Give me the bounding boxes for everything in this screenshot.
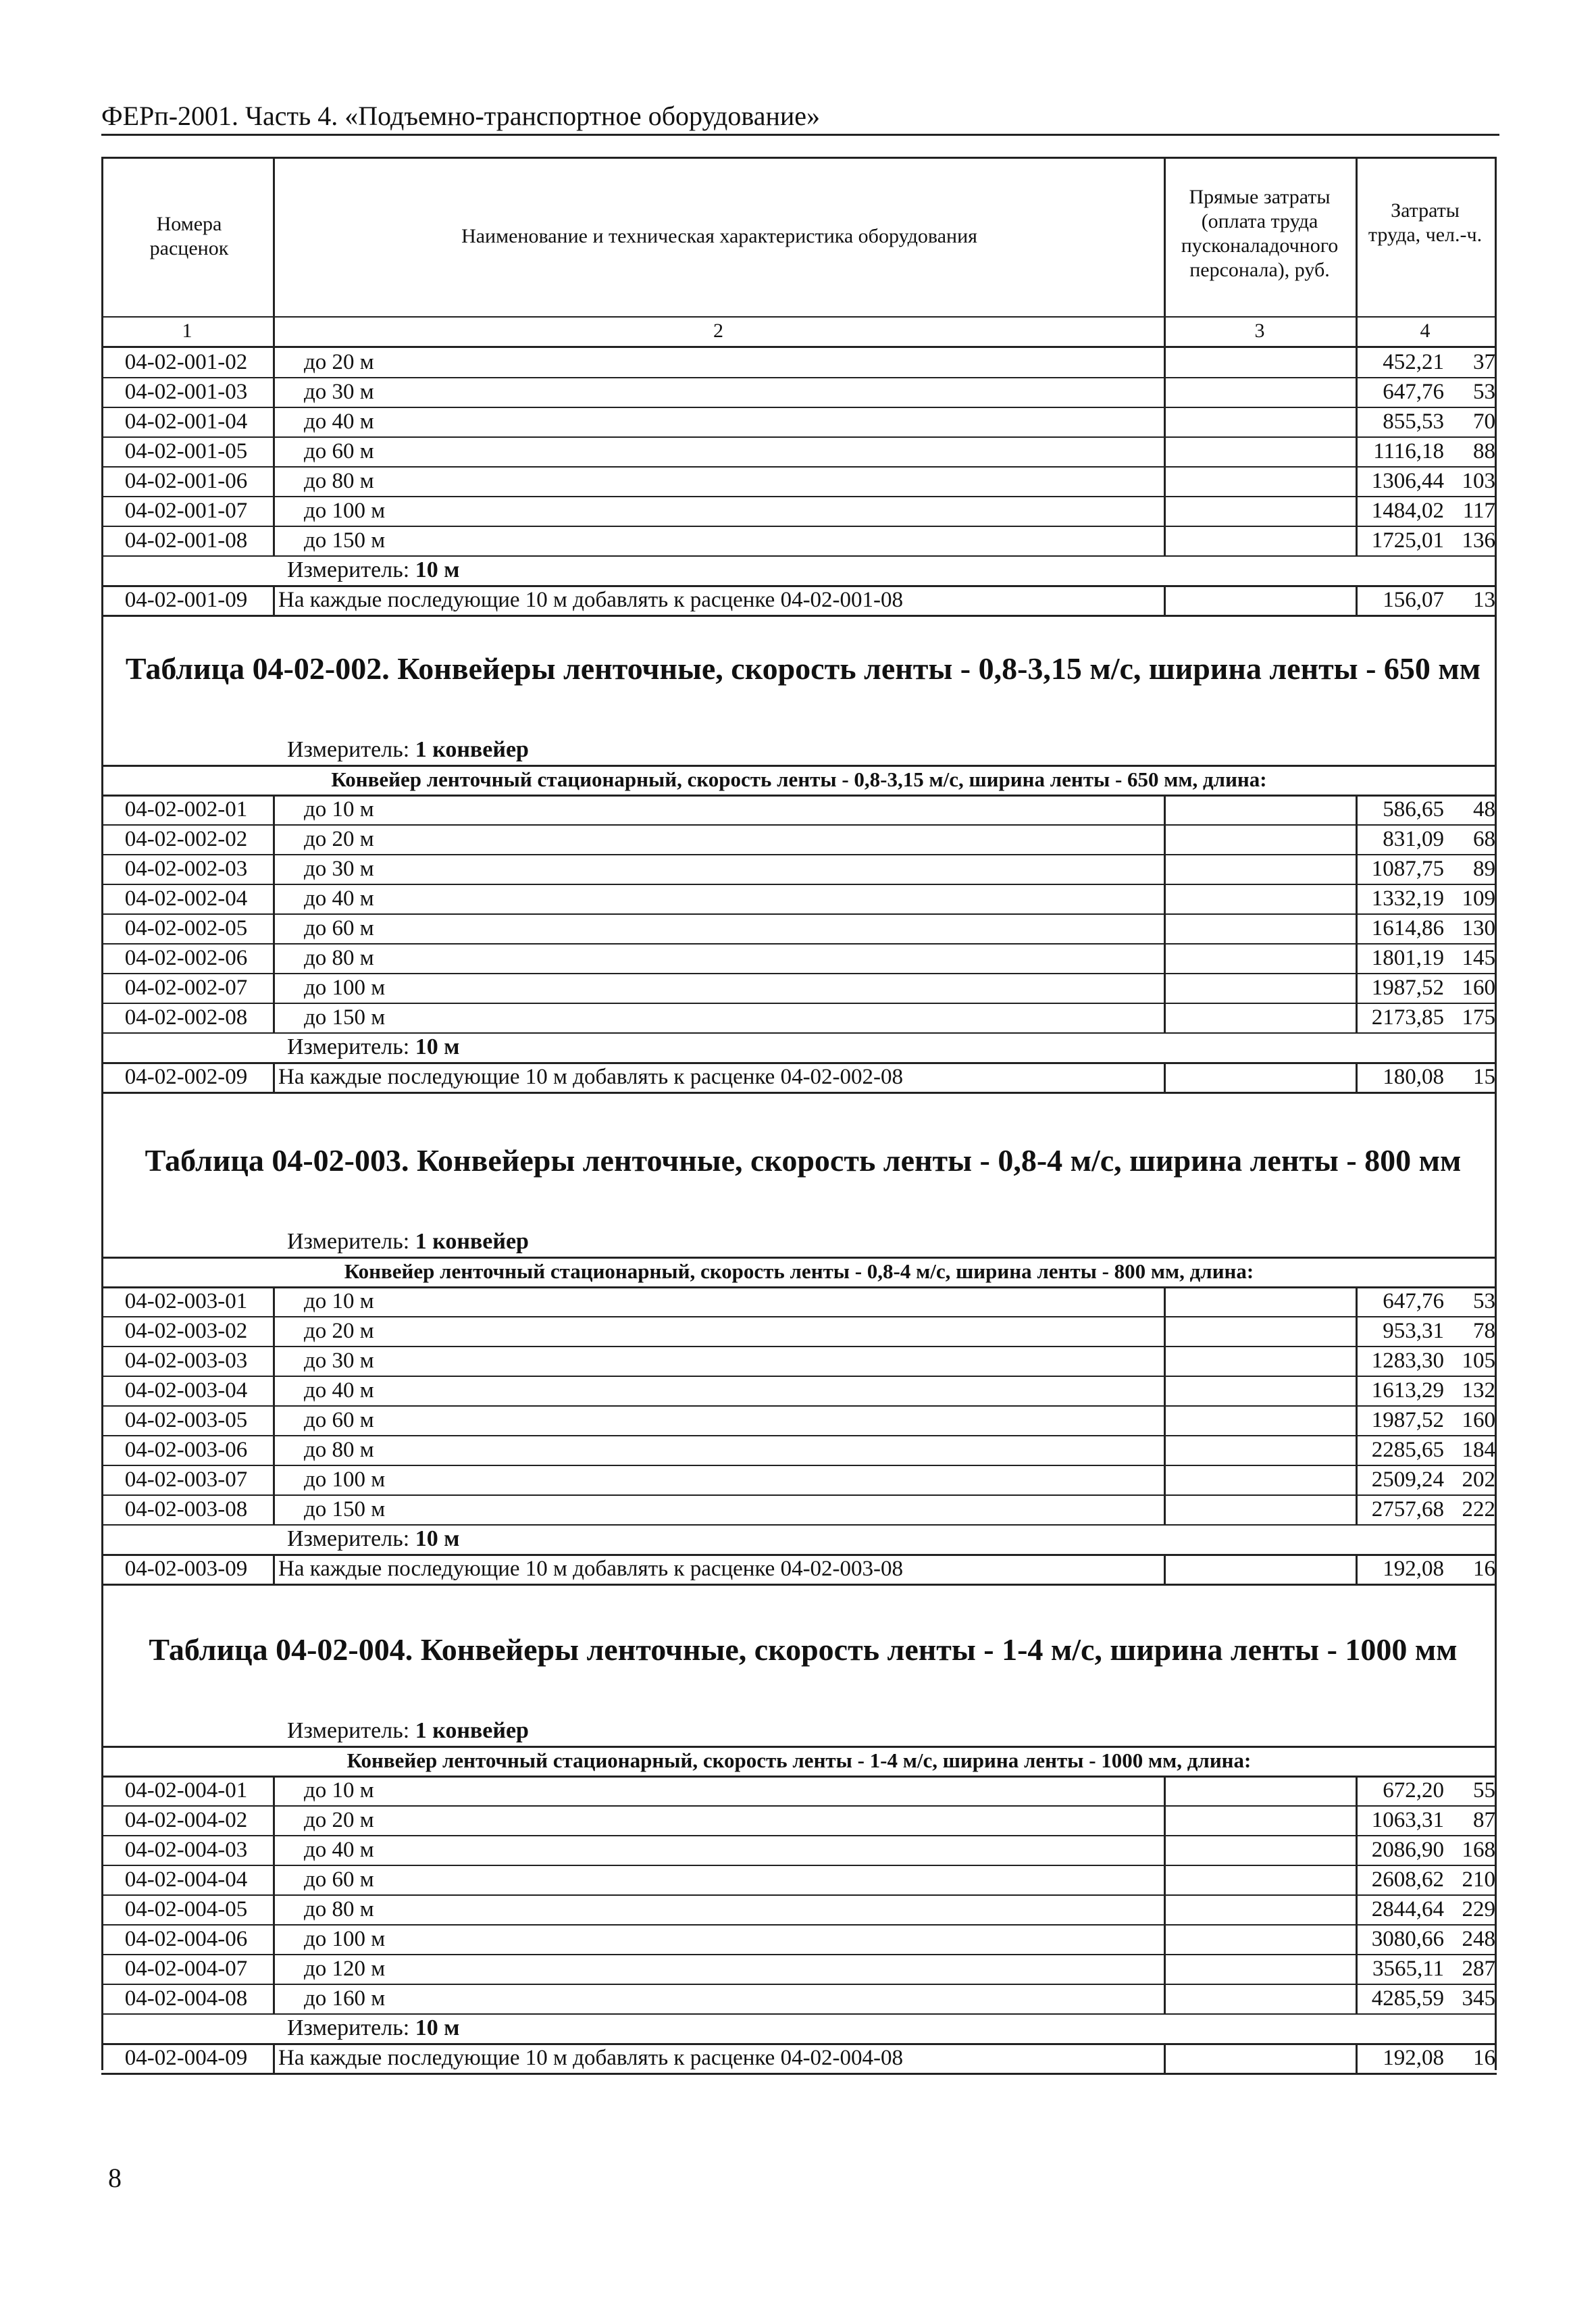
item-name: до 20 м — [304, 1319, 374, 1343]
labor-cost: 48 — [1473, 797, 1495, 822]
table-row — [101, 913, 1497, 943]
labor-cost: 78 — [1473, 1319, 1495, 1343]
table-row — [101, 436, 1497, 466]
header-num-2: 2 — [713, 320, 723, 342]
rate-code: 04-02-002-04 — [124, 886, 248, 911]
item-name: до 80 м — [304, 946, 374, 970]
rate-code: 04-02-002-05 — [124, 916, 248, 940]
item-name: до 40 м — [304, 1838, 374, 1862]
labor-cost: 132 — [1462, 1378, 1495, 1403]
table-row — [101, 824, 1497, 854]
meter-value: 10 м — [415, 557, 460, 582]
rate-code: 04-02-004-02 — [124, 1808, 248, 1832]
table-row — [101, 1003, 1497, 1032]
table-subhead: Конвейер ленточный стационарный, скорость ленты - 0,8-4 м/с, ширина ленты - 800 мм, длина: — [344, 1259, 1254, 1283]
rate-code: 04-02-004-04 — [124, 1867, 248, 1892]
table-row — [101, 347, 1497, 377]
rate-code: 04-02-003-08 — [124, 1497, 248, 1521]
item-name: до 60 м — [304, 439, 374, 463]
direct-cost: 2844,64 — [1371, 1897, 1444, 1921]
direct-cost: 855,53 — [1383, 409, 1444, 434]
rate-code: 04-02-002-03 — [124, 857, 248, 881]
table-row — [101, 1835, 1497, 1865]
header-num-4: 4 — [1420, 320, 1431, 342]
table-row — [101, 1405, 1497, 1435]
table-row — [101, 1346, 1497, 1376]
table-title: Таблица 04-02-003. Конвейеры ленточные, скорость ленты - 0,8-4 м/с, ширина ленты - 800 мм — [145, 1143, 1462, 1178]
column-divider-1 — [273, 1776, 275, 2013]
labor-cost: 229 — [1462, 1897, 1495, 1921]
table-row — [101, 407, 1497, 436]
rate-code: 04-02-001-08 — [124, 528, 248, 553]
item-name: до 10 м — [304, 797, 374, 822]
column-divider-1 — [273, 795, 275, 1032]
table-row — [101, 496, 1497, 526]
table-row — [101, 526, 1497, 555]
row-rule — [101, 615, 1497, 617]
table-row — [101, 1465, 1497, 1494]
column-divider-2 — [1164, 1062, 1166, 1092]
labor-cost: 105 — [1462, 1349, 1495, 1373]
labor-cost: 130 — [1462, 916, 1495, 940]
direct-cost: 1283,30 — [1371, 1349, 1444, 1373]
direct-cost: 3080,66 — [1371, 1927, 1444, 1951]
labor-cost: 145 — [1462, 946, 1495, 970]
header-col-codes: Номера расценок — [149, 213, 229, 259]
column-divider-3 — [1356, 1776, 1358, 2013]
header-col-name: Наименование и техническая характеристика оборудования — [461, 225, 977, 247]
header-num-3: 3 — [1254, 320, 1265, 342]
labor-cost: 248 — [1462, 1927, 1495, 1951]
table-row — [101, 1865, 1497, 1894]
table-row — [101, 795, 1497, 824]
table-meter — [287, 1227, 529, 1257]
table-row — [101, 1494, 1497, 1524]
column-divider-3 — [1356, 1062, 1358, 1092]
direct-cost: 586,65 — [1383, 797, 1444, 822]
labor-cost: 53 — [1473, 1289, 1495, 1313]
header-col-cost: Прямые затраты (оплата труда пусконаладочного персонала), руб. — [1181, 186, 1339, 281]
item-name: На каждые последующие 10 м добавлять к расценке 04-02-001-08 — [278, 588, 904, 612]
rate-code: 04-02-004-09 — [124, 2046, 248, 2070]
direct-cost: 452,21 — [1383, 350, 1444, 374]
rate-code: 04-02-001-03 — [124, 380, 248, 404]
labor-cost: 175 — [1462, 1005, 1495, 1030]
table-row — [101, 973, 1497, 1003]
column-divider-1 — [273, 2043, 275, 2073]
column-divider-2 — [1164, 2043, 1166, 2073]
item-name: до 100 м — [304, 499, 386, 523]
item-name: до 60 м — [304, 1408, 374, 1432]
rate-code: 04-02-003-03 — [124, 1349, 248, 1373]
table-row — [101, 466, 1497, 496]
labor-cost: 68 — [1473, 827, 1495, 851]
table-row — [101, 1435, 1497, 1465]
direct-cost: 1613,29 — [1371, 1378, 1444, 1403]
labor-cost: 13 — [1473, 588, 1495, 612]
labor-cost: 53 — [1473, 380, 1495, 404]
column-divider-1 — [273, 1062, 275, 1092]
item-name: до 20 м — [304, 350, 374, 374]
rate-code: 04-02-001-02 — [124, 350, 248, 374]
direct-cost: 1484,02 — [1371, 499, 1444, 523]
item-name: до 40 м — [304, 1378, 374, 1403]
rate-code: 04-02-002-01 — [124, 797, 248, 822]
rate-code: 04-02-003-09 — [124, 1557, 248, 1581]
extra-meter — [287, 2013, 459, 2043]
table-row — [101, 1805, 1497, 1835]
rate-code: 04-02-003-02 — [124, 1319, 248, 1343]
rate-code: 04-02-004-03 — [124, 1838, 248, 1862]
additional-rate-row — [101, 1554, 1497, 1584]
meter-label: Измеритель: — [287, 1718, 410, 1743]
table-row — [101, 1954, 1497, 1984]
direct-cost: 1987,52 — [1371, 976, 1444, 1000]
row-rule — [101, 1092, 1497, 1094]
labor-cost: 117 — [1462, 499, 1495, 523]
rate-code: 04-02-003-04 — [124, 1378, 248, 1403]
column-divider-3 — [1356, 795, 1358, 1032]
rate-code: 04-02-003-06 — [124, 1438, 248, 1462]
column-divider-1 — [273, 1286, 275, 1524]
column-divider-2 — [1164, 1286, 1166, 1524]
rates-table — [101, 157, 1497, 2070]
item-name: до 30 м — [304, 1349, 374, 1373]
direct-cost: 2608,62 — [1371, 1867, 1444, 1892]
table-row — [101, 377, 1497, 407]
direct-cost: 192,08 — [1383, 1557, 1444, 1581]
direct-cost: 1116,18 — [1373, 439, 1444, 463]
labor-cost: 202 — [1462, 1467, 1495, 1492]
direct-cost: 2509,24 — [1371, 1467, 1444, 1492]
item-name: до 20 м — [304, 1808, 374, 1832]
table-row — [101, 1286, 1497, 1316]
item-name: до 60 м — [304, 916, 374, 940]
item-name: до 30 м — [304, 380, 374, 404]
rate-code: 04-02-001-04 — [124, 409, 248, 434]
labor-cost: 345 — [1462, 1986, 1495, 2011]
header-number-rule — [101, 316, 1497, 318]
rate-code: 04-02-002-08 — [124, 1005, 248, 1030]
labor-cost: 37 — [1473, 350, 1495, 374]
table-row — [101, 854, 1497, 884]
direct-cost: 647,76 — [1383, 1289, 1444, 1313]
item-name: до 100 м — [304, 1927, 386, 1951]
table-row — [101, 1316, 1497, 1346]
header-num-1: 1 — [182, 320, 192, 342]
table-row — [101, 1376, 1497, 1405]
column-divider-3 — [1356, 1286, 1358, 1524]
rate-code: 04-02-004-08 — [124, 1986, 248, 2011]
table-title: Таблица 04-02-004. Конвейеры ленточные, скорость ленты - 1-4 м/с, ширина ленты - 1000 мм — [149, 1632, 1458, 1667]
meter-value: 10 м — [415, 1034, 460, 1059]
page-number: 8 — [108, 2163, 122, 2193]
meter-label: Измеритель: — [287, 737, 410, 762]
item-name: до 80 м — [304, 1438, 374, 1462]
direct-cost: 2285,65 — [1371, 1438, 1444, 1462]
table-row — [101, 1894, 1497, 1924]
column-divider-1 — [273, 1554, 275, 1584]
item-name: до 60 м — [304, 1867, 374, 1892]
item-name: На каждые последующие 10 м добавлять к расценке 04-02-004-08 — [278, 2046, 904, 2070]
extra-meter — [287, 1032, 459, 1062]
row-rule — [101, 2073, 1497, 2075]
meter-label: Измеритель: — [287, 2015, 410, 2040]
labor-cost: 55 — [1473, 1778, 1495, 1803]
rate-code: 04-02-002-07 — [124, 976, 248, 1000]
labor-cost: 109 — [1462, 886, 1495, 911]
direct-cost: 647,76 — [1383, 380, 1444, 404]
item-name: до 160 м — [304, 1986, 386, 2011]
meter-value: 1 конвейер — [415, 737, 529, 762]
column-divider-2 — [1164, 795, 1166, 1032]
item-name: до 150 м — [304, 1005, 386, 1030]
direct-cost: 1725,01 — [1371, 528, 1444, 553]
column-divider-2 — [1164, 1776, 1166, 2013]
item-name: до 20 м — [304, 827, 374, 851]
rate-code: 04-02-003-01 — [124, 1289, 248, 1313]
table-title: Таблица 04-02-002. Конвейеры ленточные, скорость ленты - 0,8-3,15 м/с, ширина ленты - 650 мм — [125, 651, 1481, 686]
direct-cost: 1063,31 — [1371, 1808, 1444, 1832]
extra-meter — [287, 1524, 459, 1554]
direct-cost: 2086,90 — [1371, 1838, 1444, 1862]
table-row — [101, 884, 1497, 913]
column-divider-3 — [1356, 585, 1358, 615]
labor-cost: 210 — [1462, 1867, 1495, 1892]
table-row — [101, 1984, 1497, 2013]
direct-cost: 2173,85 — [1371, 1005, 1444, 1030]
direct-cost: 192,08 — [1383, 2046, 1444, 2070]
labor-cost: 103 — [1462, 469, 1495, 493]
item-name: до 120 м — [304, 1957, 386, 1981]
direct-cost: 672,20 — [1383, 1778, 1444, 1803]
running-head: ФЕРп-2001. Часть 4. «Подъемно-транспортное оборудование» — [101, 101, 821, 131]
meter-label: Измеритель: — [287, 1526, 410, 1551]
direct-cost: 953,31 — [1383, 1319, 1444, 1343]
table-subhead: Конвейер ленточный стационарный, скорость ленты - 0,8-3,15 м/с, ширина ленты - 650 мм, длина: — [331, 768, 1267, 791]
rate-code: 04-02-002-09 — [124, 1065, 248, 1089]
meter-value: 1 конвейер — [415, 1718, 529, 1743]
additional-rate-row — [101, 2043, 1497, 2073]
item-name: до 10 м — [304, 1778, 374, 1803]
column-divider-2 — [1164, 585, 1166, 615]
rate-code: 04-02-001-09 — [124, 588, 248, 612]
direct-cost: 1987,52 — [1371, 1408, 1444, 1432]
column-divider-3 — [1356, 1554, 1358, 1584]
column-divider-1 — [273, 347, 275, 555]
table-row — [101, 1924, 1497, 1954]
direct-cost: 1801,19 — [1371, 946, 1444, 970]
item-name: На каждые последующие 10 м добавлять к расценке 04-02-003-08 — [278, 1557, 904, 1581]
table-meter — [287, 735, 529, 765]
labor-cost: 15 — [1473, 1065, 1495, 1089]
rate-code: 04-02-003-07 — [124, 1467, 248, 1492]
meter-label: Измеритель: — [287, 1034, 410, 1059]
extra-meter — [287, 555, 459, 585]
labor-cost: 160 — [1462, 976, 1495, 1000]
header-top-rule — [101, 157, 1497, 159]
item-name: до 100 м — [304, 976, 386, 1000]
item-name: до 150 м — [304, 1497, 386, 1521]
direct-cost: 1087,75 — [1371, 857, 1444, 881]
labor-cost: 184 — [1462, 1438, 1495, 1462]
direct-cost: 1614,86 — [1371, 916, 1444, 940]
item-name: до 40 м — [304, 886, 374, 911]
labor-cost: 222 — [1462, 1497, 1495, 1521]
item-name: до 10 м — [304, 1289, 374, 1313]
rate-code: 04-02-001-06 — [124, 469, 248, 493]
column-divider-3 — [1356, 2043, 1358, 2073]
direct-cost: 1332,19 — [1371, 886, 1444, 911]
rate-code: 04-02-002-06 — [124, 946, 248, 970]
labor-cost: 70 — [1473, 409, 1495, 434]
rate-code: 04-02-004-06 — [124, 1927, 248, 1951]
column-divider-3 — [1356, 347, 1358, 555]
column-divider-2 — [1164, 1554, 1166, 1584]
table-row — [101, 943, 1497, 973]
direct-cost: 1306,44 — [1371, 469, 1444, 493]
meter-value: 10 м — [415, 1526, 460, 1551]
meter-label: Измеритель: — [287, 557, 410, 582]
column-divider-1 — [273, 585, 275, 615]
direct-cost: 180,08 — [1383, 1065, 1444, 1089]
labor-cost: 89 — [1473, 857, 1495, 881]
rate-code: 04-02-003-05 — [124, 1408, 248, 1432]
meter-value: 10 м — [415, 2015, 460, 2040]
table-row — [101, 1776, 1497, 1805]
table-meter — [287, 1716, 529, 1746]
rate-code: 04-02-001-07 — [124, 499, 248, 523]
labor-cost: 16 — [1473, 1557, 1495, 1581]
rate-code: 04-02-004-07 — [124, 1957, 248, 1981]
header-rule — [101, 134, 1499, 136]
meter-label: Измеритель: — [287, 1229, 410, 1254]
row-rule — [101, 1584, 1497, 1586]
labor-cost: 87 — [1473, 1808, 1495, 1832]
item-name: На каждые последующие 10 м добавлять к расценке 04-02-002-08 — [278, 1065, 904, 1089]
additional-rate-row — [101, 1062, 1497, 1092]
labor-cost: 168 — [1462, 1838, 1495, 1862]
additional-rate-row — [101, 585, 1497, 615]
labor-cost: 287 — [1462, 1957, 1495, 1981]
item-name: до 80 м — [304, 469, 374, 493]
direct-cost: 2757,68 — [1371, 1497, 1444, 1521]
direct-cost: 3565,11 — [1372, 1957, 1444, 1981]
item-name: до 150 м — [304, 528, 386, 553]
rate-code: 04-02-001-05 — [124, 439, 248, 463]
direct-cost: 831,09 — [1383, 827, 1444, 851]
column-divider-2 — [1164, 347, 1166, 555]
item-name: до 40 м — [304, 409, 374, 434]
meter-value: 1 конвейер — [415, 1229, 529, 1254]
labor-cost: 160 — [1462, 1408, 1495, 1432]
rate-code: 04-02-002-02 — [124, 827, 248, 851]
header-col-labor: Затраты труда, чел.-ч. — [1368, 199, 1483, 246]
item-name: до 100 м — [304, 1467, 386, 1492]
item-name: до 30 м — [304, 857, 374, 881]
direct-cost: 156,07 — [1383, 588, 1444, 612]
labor-cost: 16 — [1473, 2046, 1495, 2070]
rate-code: 04-02-004-01 — [124, 1778, 248, 1803]
direct-cost: 4285,59 — [1371, 1986, 1444, 2011]
labor-cost: 136 — [1462, 528, 1495, 553]
labor-cost: 88 — [1473, 439, 1495, 463]
table-subhead: Конвейер ленточный стационарный, скорость ленты - 1-4 м/с, ширина ленты - 1000 мм, длина: — [346, 1749, 1252, 1772]
rate-code: 04-02-004-05 — [124, 1897, 248, 1921]
item-name: до 80 м — [304, 1897, 374, 1921]
